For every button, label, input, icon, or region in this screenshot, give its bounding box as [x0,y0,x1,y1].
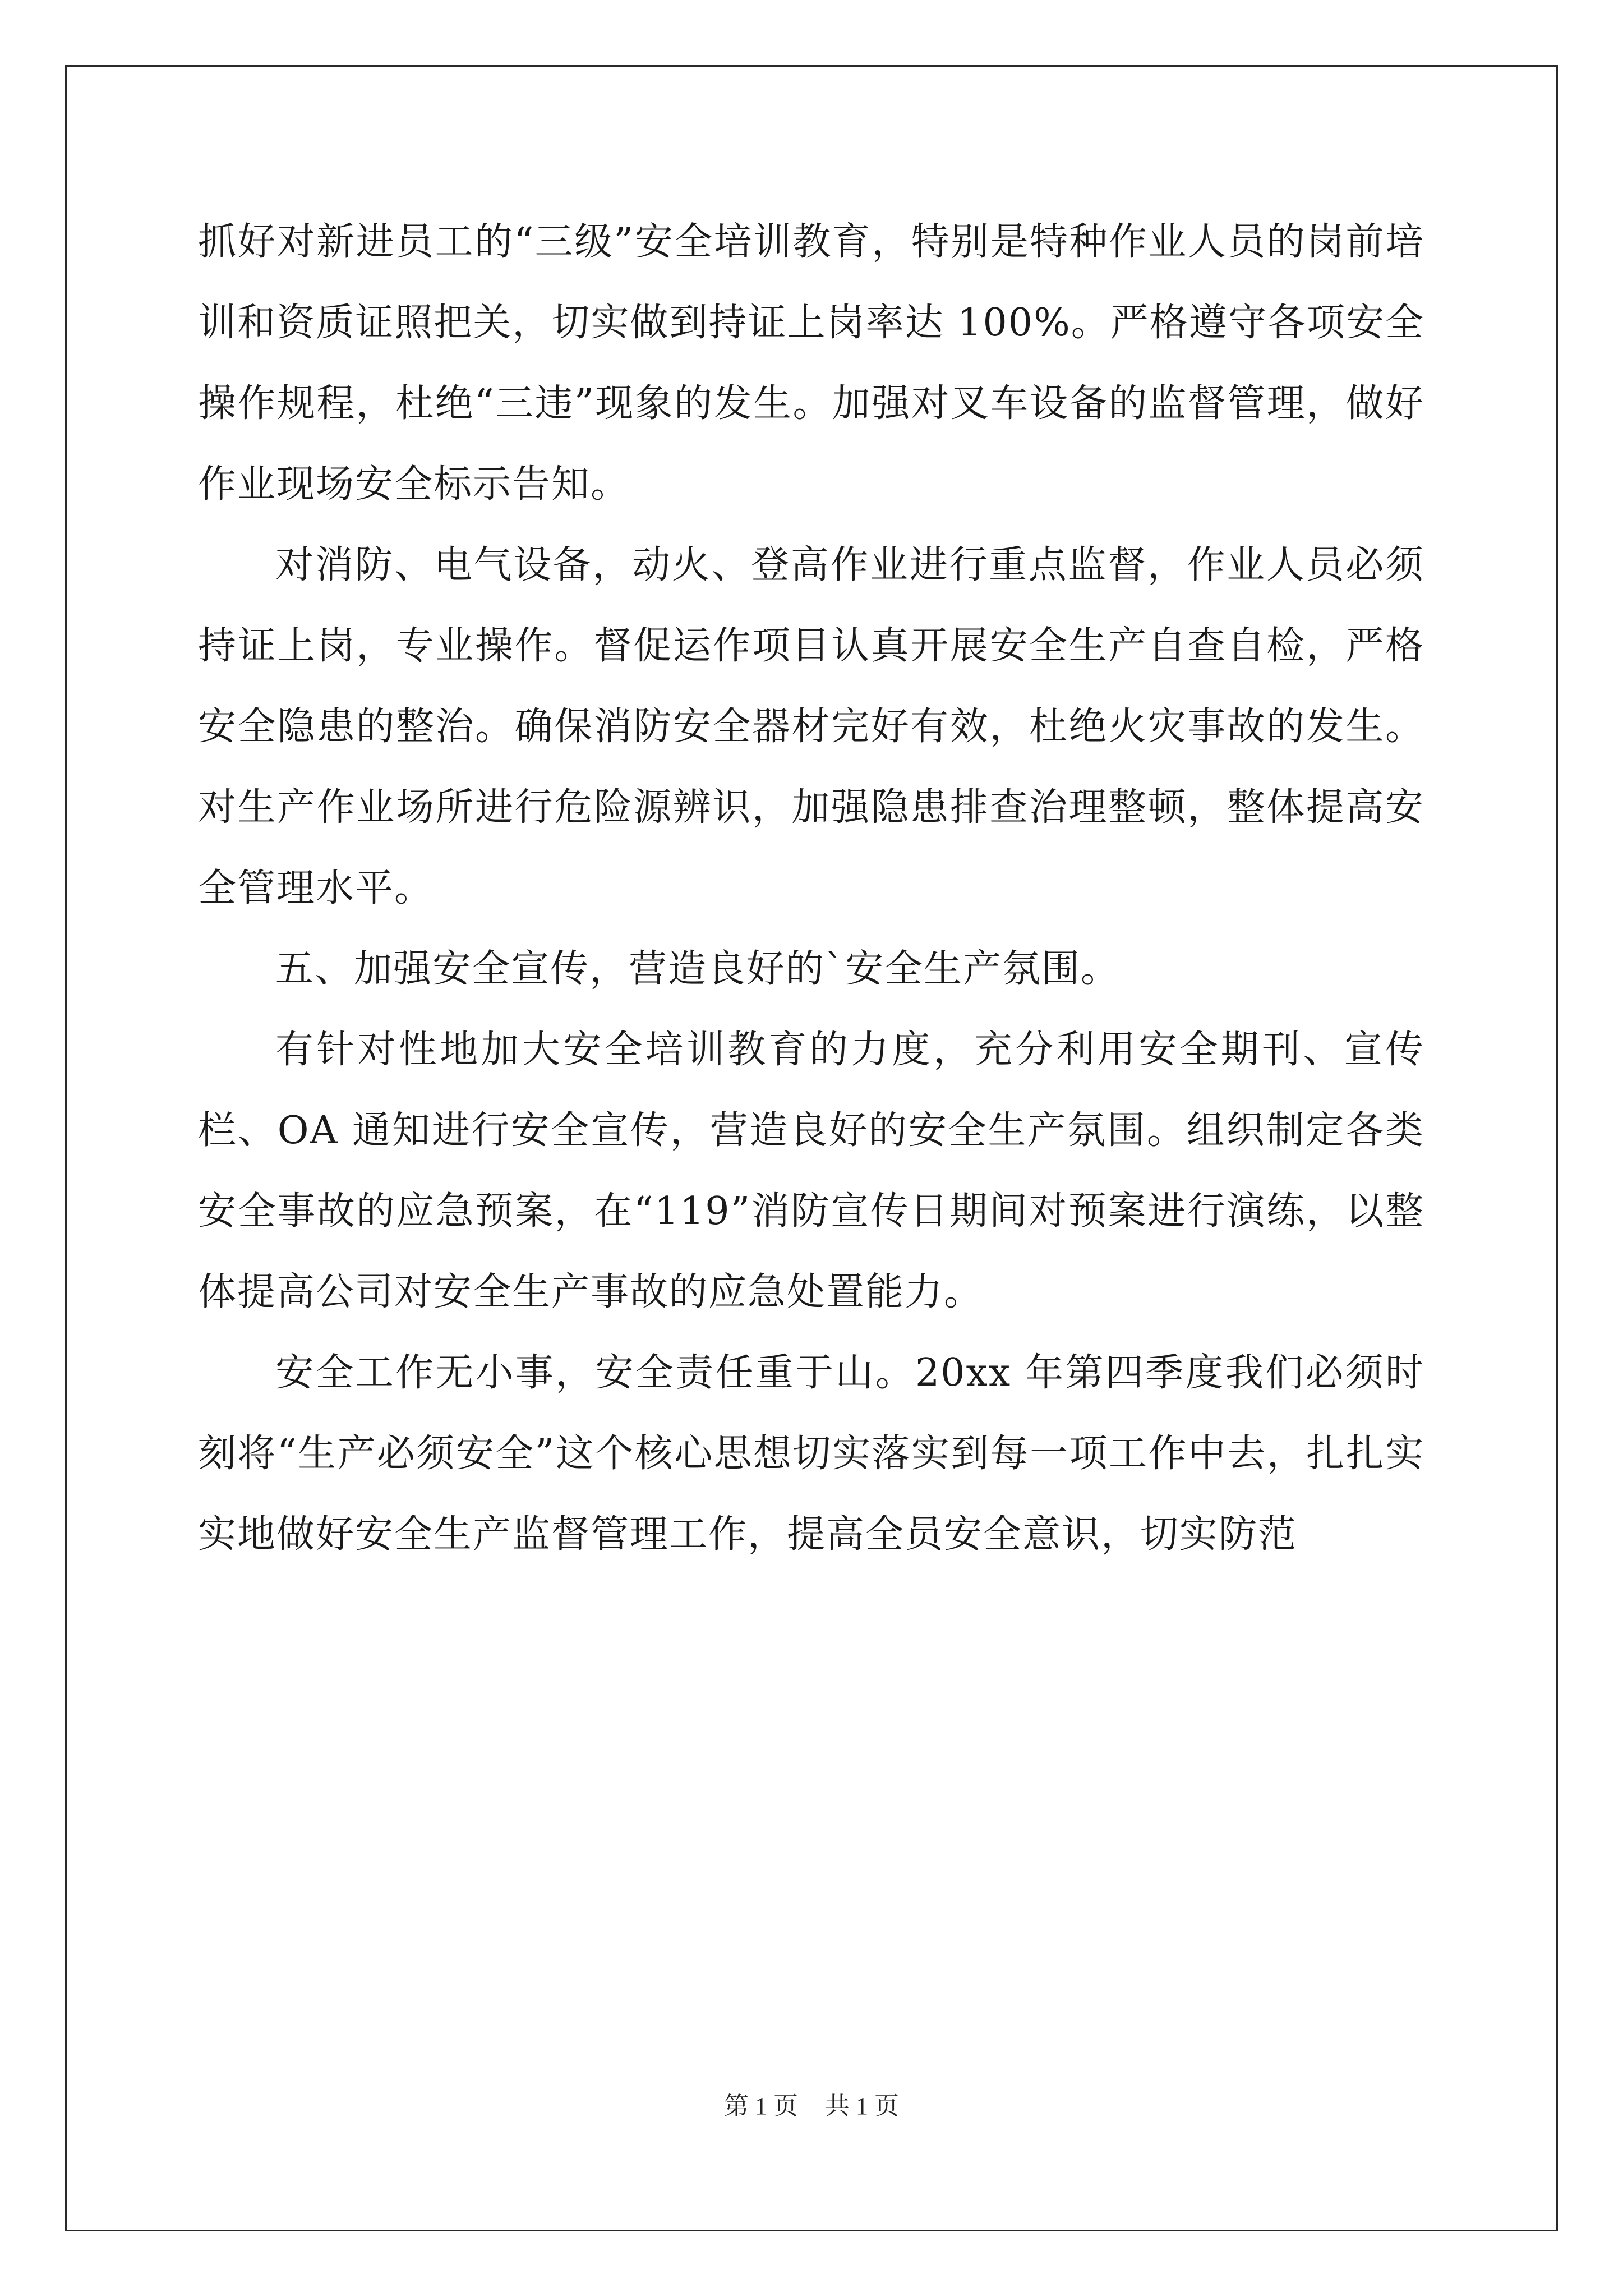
section-heading-5: 五、加强安全宣传，营造良好的`安全生产氛围。 [275,947,1121,991]
paragraph-1: 抓好对新进员工的“三级”安全培训教育，特别是特种作业人员的岗前培训和资质证照把关，切实做到持证上岗率达 100%。严格遵守各项安全操作规程，杜绝“三违”现象的发生。加强对叉车设备的监督管理，做好作业现场安全标示告知。 [198,220,1424,507]
page-footer [0,2086,1623,2122]
page-total: 共 1 页 [825,2092,899,2120]
page-number: 第 1 页 [724,2092,798,2120]
paragraph-2: 对消防、电气设备，动火、登高作业进行重点监督，作业人员必须持证上岗，专业操作。督促运作项目认真开展安全生产自查自检，严格安全隐患的整治。确保消防安全器材完好有效，杜绝火灾事故的发生。对生产作业场所进行危险源辨识，加强隐患排查治理整顿，整体提高安全管理水平。 [198,543,1424,910]
document-body [198,202,1424,1575]
paragraph-3: 有针对性地加大安全培训教育的力度，充分利用安全期刊、宣传栏、OA 通知进行安全宣传，营造良好的安全生产氛围。组织制定各类安全事故的应急预案，在“119”消防宣传日期间对预案进行演练，以整体提高公司对安全生产事故的应急处置能力。 [198,1028,1424,1314]
paragraph-4: 安全工作无小事，安全责任重于山。20xx 年第四季度我们必须时刻将“生产必须安全”这个核心思想切实落实到每一项工作中去，扎扎实实地做好安全生产监督管理工作，提高全员安全意识，切实防范 [198,1351,1424,1557]
